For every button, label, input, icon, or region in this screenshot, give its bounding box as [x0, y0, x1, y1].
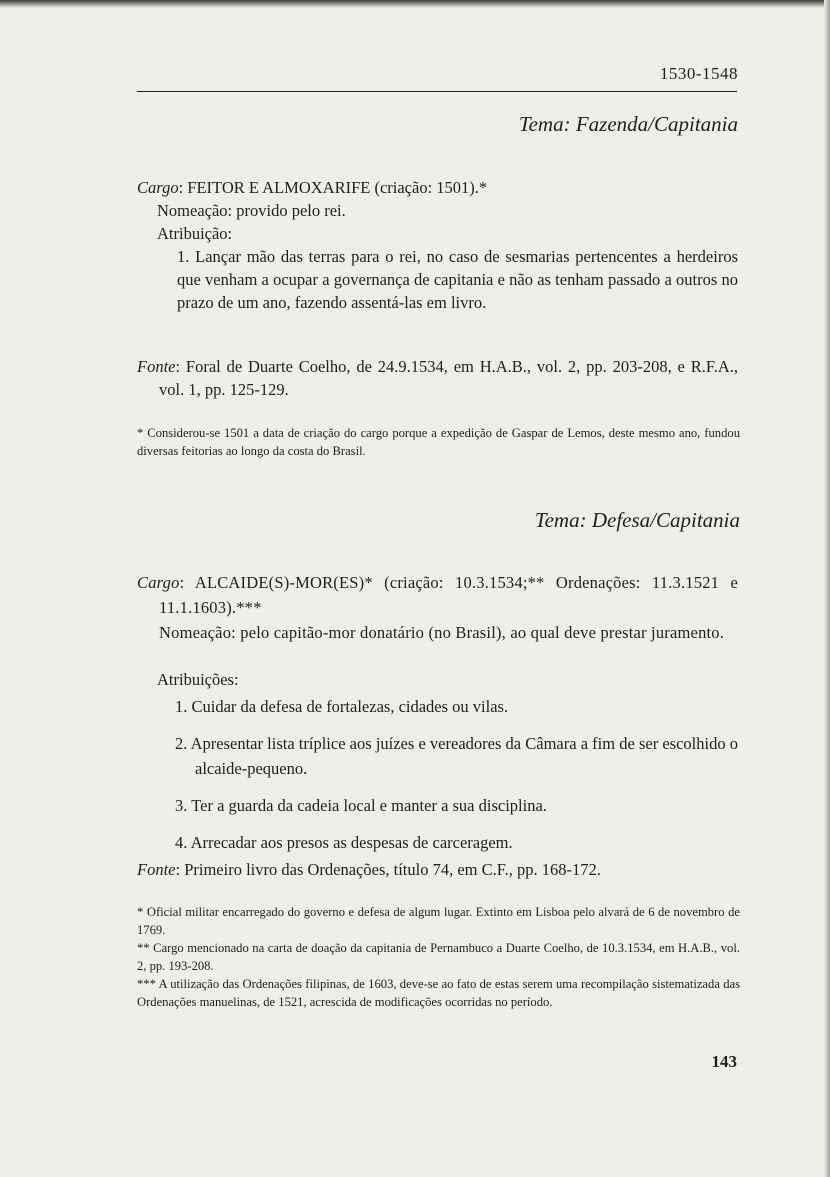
cargo-text: : FEITOR E ALMOXARIFE (criação: 1501).* — [178, 178, 488, 197]
section2-footnotes — [137, 903, 740, 1011]
section1-atribuicao-item: 1. Lançar mão das terras para o rei, no caso de sesmarias pertencentes a herdeiros que venham a ocupar a governança de capitania e não as tenham passado a outros no prazo de um ano, fazendo assentá-las em livro. — [177, 247, 738, 312]
atribuicao-item-4: 4. Arrecadar aos presos as despesas de carceragem. — [175, 833, 513, 852]
section2-fonte — [137, 858, 738, 881]
fonte-text: : Foral de Duarte Coelho, de 24.9.1534, em H.A.B., vol. 2, pp. 203-208, e R.F.A., vol. 1, pp. 125-129. — [159, 357, 738, 399]
section1-cargo — [137, 176, 738, 199]
section2-tema: Tema: Defesa/Capitania — [534, 508, 740, 532]
page-number: 143 — [711, 1052, 737, 1071]
fonte-text: : Primeiro livro das Ordenações, título 74, em C.F., pp. 168-172. — [175, 860, 601, 879]
section2-body — [137, 570, 738, 645]
footnote-1: * Oficial militar encarregado do governo e defesa de algum lugar. Extinto em Lisboa pelo alvará de 6 de novembro de 1769. — [137, 905, 740, 937]
section2-nomeacao: Nomeação: pelo capitão-mor donatário (no Brasil), ao qual deve prestar juramento. — [159, 623, 725, 642]
page-top-edge — [0, 0, 830, 8]
section1-fonte — [137, 355, 738, 401]
atribuicao-item-1: 1. Cuidar da defesa de fortalezas, cidades ou vilas. — [175, 697, 509, 716]
section2-atribuicoes — [137, 667, 738, 855]
section1-atribuicao-label: Atribuição: — [157, 224, 233, 243]
footnote-3: *** A utilização das Ordenações filipinas, de 1603, deve-se ao fato de estas serem uma recompilação sistematizada das Ordenações manuelinas, de 1521, acrescida de modificações ocorridas no período. — [137, 977, 740, 1009]
section1-tema: Tema: Fazenda/Capitania — [518, 112, 738, 136]
fonte-label: Fonte — [137, 357, 176, 376]
atribuicao-item-3: 3. Ter a guarda da cadeia local e manter a sua disciplina. — [175, 796, 547, 815]
header-date-range: 1530-1548 — [659, 64, 738, 83]
footnote-2: ** Cargo mencionado na carta de doação da capitania de Pernambuco a Duarte Coelho, de 10.3.1534, em H.A.B., vol. 2, pp. 193-208. — [137, 941, 740, 973]
fonte-label: Fonte — [137, 860, 176, 879]
section2-cargo — [137, 570, 738, 620]
atribuicao-item-2: 2. Apresentar lista tríplice aos juízes e vereadores da Câmara a fim de ser escolhido o alcaide-pequeno. — [175, 734, 738, 778]
section1-nomeacao: Nomeação: provido pelo rei. — [157, 201, 346, 220]
cargo-label: Cargo — [137, 573, 180, 592]
page-right-edge — [824, 0, 830, 1177]
header-rule — [137, 91, 737, 92]
cargo-text: : ALCAIDE(S)-MOR(ES)* (criação: 10.3.1534;** Ordenações: 11.3.1521 e 11.1.1603).*** — [159, 573, 738, 617]
section2-atribuicoes-label: Atribuições: — [157, 670, 239, 689]
section1-footnote: * Considerou-se 1501 a data de criação do cargo porque a expedição de Gaspar de Lemos, deste mesmo ano, fundou diversas feitorias ao longo da costa do Brasil. — [137, 426, 740, 458]
cargo-label: Cargo — [137, 178, 179, 197]
section1-body — [137, 176, 738, 314]
